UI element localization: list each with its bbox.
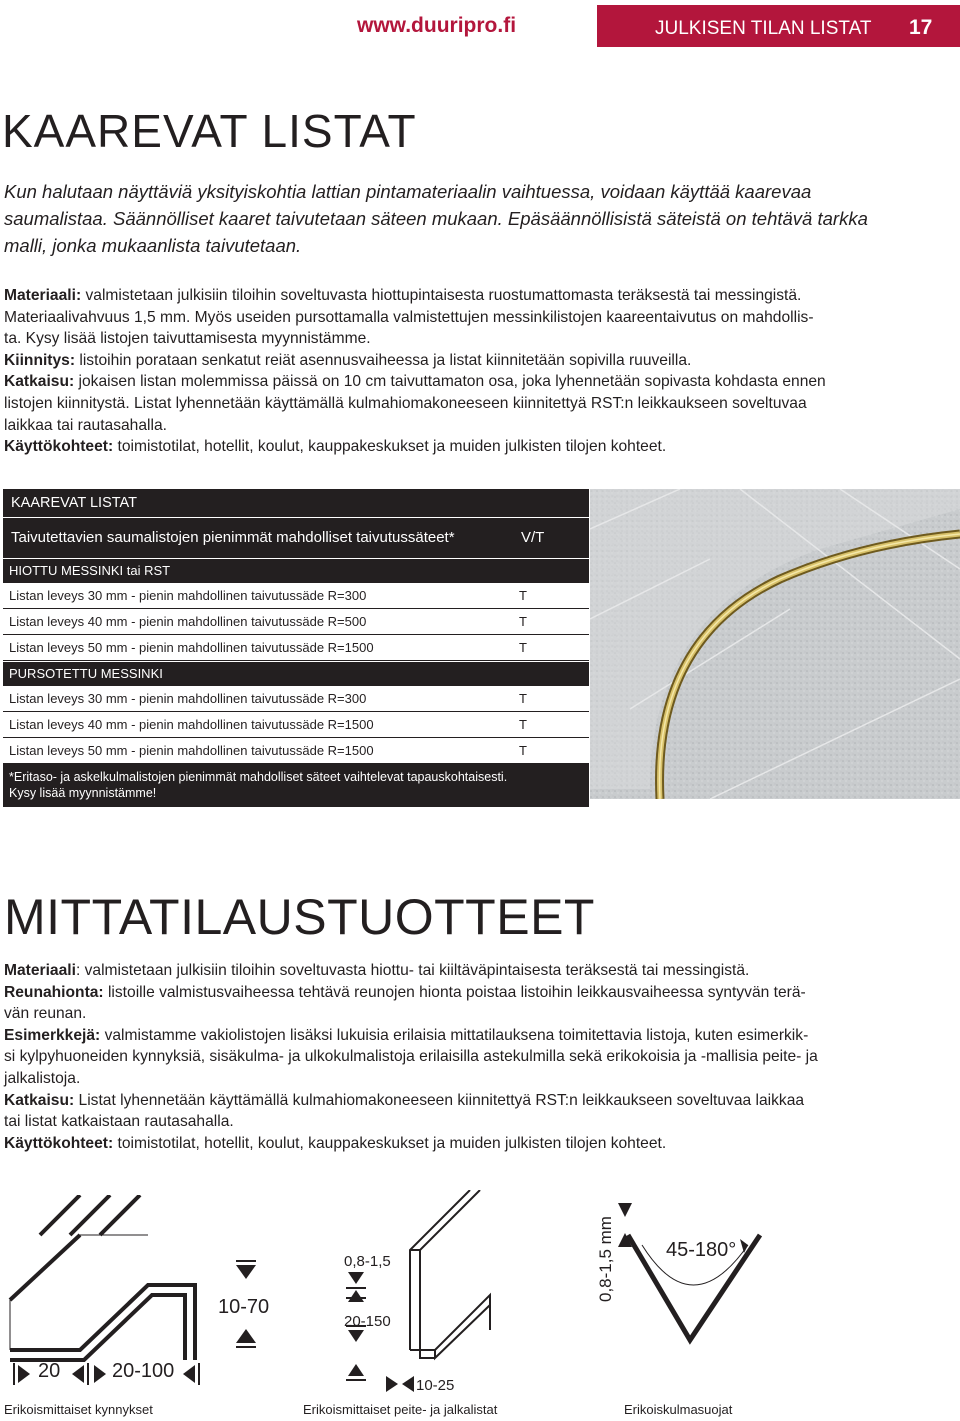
table-note: *Eritaso- ja askelkulmalistojen pienimmät mahdolliset säteet vaihtelevat tapauskohtaisesti. Kysy lisää myynnistämme! [3,764,589,807]
table-row: Listan leveys 50 mm - pienin mahdollinen taivutussäde R=1500 T [3,738,589,764]
dim-width-label: 10-25 [416,1377,455,1394]
dim-angle-label: 45-180° [666,1239,737,1261]
table-subtitle: Taivutettavien saumalistojen pienimmät mahdolliset taivutussäteet* V/T [3,517,589,558]
website-url[interactable]: www.duuripro.fi [357,14,517,37]
esimerkkeja-line-2: si kylpyhuoneiden kynnyksiä, sisäkulma- ja ulkokulmalistoja erilaisilla astekulmilla sekä erikokoisia ja -mallisia peite- ja [4,1048,818,1066]
reunahionta-line: Reunahionta: listoille valmistusvaiheessa tehtävä reunojen hionta poistaa listoihin leikkausvaiheessa syntyvän terä- [4,983,806,1001]
katkaisu-line: Katkaisu: Listat lyhennetään käyttämällä kulmahiomakoneeseen kiinnitettyä RST:n leikkaukseen soveltuvaa laikkaa [4,1091,805,1109]
intro-text: Kun halutaan näyttäviä yksityiskohtia lattian pintamateriaalin vaihtuessa, voidaan käyttää kaarevaa saumalistaa. Säännölliset kaaret taivutetaan säteen mukaan. Epäsäännöllisistä säteistä on tehtävä tarkka malli, jonka mukaanlista taivutetaan. [4,181,868,256]
esimerkkeja-line: Esimerkkejä: valmistamme vakiolistojen lisäksi lukuisia erilaisia mittatilauksena toimitettavia listoja, kuten esimerkik- [4,1026,809,1044]
table-row: Listan leveys 40 mm - pienin mahdollinen taivutussäde R=500 T [3,609,589,635]
dim-height-label: 20-150 [344,1313,391,1330]
dim-a-label: 20 [38,1360,61,1382]
dim-b-label: 20-100 [112,1360,175,1382]
materiaali-line-2: Materiaalivahvuus 1,5 mm. Myös useiden pursottamalla valmistettujen messinkilistojen kaareentaivutus on mahdollis- [4,308,814,326]
table-row: Listan leveys 30 mm - pienin mahdollinen taivutussäde R=300 T [3,686,589,712]
katkaisu-line: Katkaisu: jokaisen listan molemmissa päissä on 10 cm taivuttamaton osa, joka lyhennetään sopivasta kohdasta ennen [4,373,826,391]
dim-height-label: 10-70 [218,1296,270,1318]
materiaali-line: Materiaali: valmistetaan julkisiin tiloihin soveltuvasta hiottu- tai kiiltäväpintaisesta teräksestä tai messingistä. [4,962,750,979]
header-banner [597,5,960,47]
section-heading-mittatilaus: MITTATILAUSTUOTTEET [4,889,595,945]
materiaali-line-3: ta. Kysy lisää listojen taivuttamisesta myynnistämme. [4,330,371,348]
bending-radius-table [3,489,589,807]
table-group-header: PURSOTETTU MESSINKI [3,661,589,686]
kayttokohteet-line: Käyttökohteet: toimistotilat, hotellit, koulut, kauppakeskukset ja muiden julkisten tilojen kohteet. [4,1134,667,1152]
reunahionta-line-2: vän reunan. [4,1005,87,1023]
table-row: Listan leveys 40 mm - pienin mahdollinen taivutussäde R=1500 T [3,712,589,738]
corner-guard-diagram [600,1195,800,1395]
curved-strip-photo [590,489,960,799]
table-row: Listan leveys 50 mm - pienin mahdollinen taivutussäde R=1500 T [3,635,589,661]
kaarevat-details [4,285,916,458]
diagram-caption: Erikoismittaiset kynnykset [4,1402,153,1417]
katkaisu-line-3: laikkaa tai rautasahalla. [4,416,167,434]
diagram-caption: Erikoiskulmasuojat [624,1402,733,1417]
section-heading-kaarevat: KAAREVAT LISTAT [2,105,417,157]
table-title: KAAREVAT LISTAT [3,489,589,517]
skirting-diagram [330,1190,530,1400]
table-group-header: HIOTTU MESSINKI tai RST [3,558,589,583]
dim-thickness-label: 0,8-1,5 [344,1253,391,1270]
dim-thickness-rotated [592,1200,618,1304]
katkaisu-line-2: tai listat katkaistaan rautasahalla. [4,1113,234,1131]
esimerkkeja-line-3: jalkalistoja. [4,1069,81,1087]
vt-header: V/T [521,529,545,546]
section-title: JULKISEN TILAN LISTAT [655,18,872,39]
katkaisu-line-2: listojen kiinnitystä. Listat lyhennetään käyttämällä kulmahiomakoneeseen kiinnitettyä RST:n leikkaukseen soveltuvaa [4,394,807,412]
kiinnitys-line: Kiinnitys: listoihin porataan senkatut reiät asennusvaiheessa ja listat kiinnitetään sopivilla ruuveilla. [4,351,692,369]
diagram-caption: Erikoismittaiset peite- ja jalkalistat [303,1402,498,1417]
table-row: Listan leveys 30 mm - pienin mahdollinen taivutussäde R=300 T [3,583,589,609]
page-number: 17 [909,16,933,39]
materiaali-line: Materiaali: valmistetaan julkisiin tiloihin soveltuvasta hiottupintaisesta ruostumattomasta teräksestä tai messingistä. [4,287,802,304]
mittatilaus-details [4,960,916,1154]
kayttokohteet-line: Käyttökohteet: toimistotilat, hotellit, koulut, kauppakeskukset ja muiden julkisten tilojen kohteet. [4,438,667,456]
dim-thickness-label: 0,8-1,5 mm [596,1216,615,1302]
